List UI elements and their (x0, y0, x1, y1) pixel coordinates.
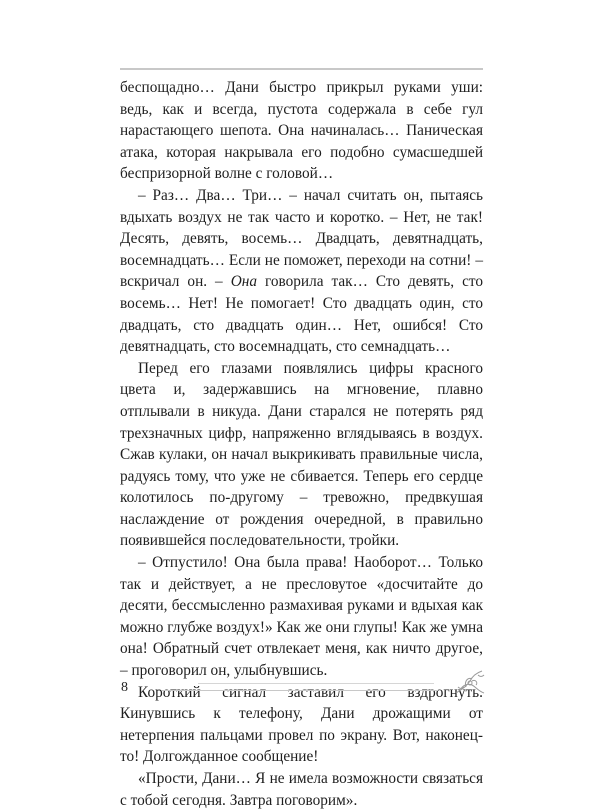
paragraph: Короткий сигнал заставил его вздрогнуть. Кинувшись к телефону, Дани дрожащими от нетерпения пальцами провел по экрану. Вот, наконец-то! Долгожданное сообщение! (120, 683, 483, 766)
emphasis: Она (230, 273, 257, 291)
paragraph: Перед его глазами появлялись цифры красного цвета и, задержавшись на мгновение, плавно отплывали в никуда. Дани старался не потерять ряд трехзначных цифр, напряженно вглядываясь в воздух. Сжав кулаки, он начал выкрикивать правильные числа, радуясь тому, что уже не сбивается. Теперь его сердце колотилось по-другому – тревожно, предвкушая наслаждение от рождения очередной, в правильно появившейся последовательности, тройки. (120, 359, 483, 550)
body-text (120, 77, 483, 811)
paragraph: – Раз… Два… Три… – начал считать он, пытаясь вдыхать воздух не так часто и коротко. – Нет, не так! Десять, девять, восемь… Двадцать, девятнадцать, восемнадцать… Если не поможет, переходи на сотни! – вскричал он. – Она говорила так… Сто девять, сто восемь… Нет! Не помогает! Сто двадцать один, сто двадцать, сто двадцать один… Нет, ошибся! Сто девятнадцать, сто восемнадцать, сто семнадцать… (120, 186, 483, 356)
footer-rule-upper (198, 683, 434, 684)
floral-ornament-icon (452, 667, 488, 697)
footer-rule (162, 690, 438, 691)
paragraph: «Прости, Дани… Я не имела возможности связаться с тобой сегодня. Завтра поговорим». (120, 770, 483, 809)
paragraph: беспощадно… Дани быстро прикрыл руками уши: ведь, как и всегда, пустота содержала в себе гул нарастающего шепота. Она начиналась… Паническая атака, которая накрывала его подобно сумасшедшей беспризорной волне с головой… (120, 79, 483, 183)
paragraph: – Отпустило! Она была права! Наоборот… Только так и действует, а не пресловутое «досчитайте до десяти, бессмысленно размахивая руками и вдыхая как можно глубже воздух!» Как же они глупы! Как же умна она! Обратный счет отвлекает меня, как ничто другое, – проговорил он, улыбнувшись. (120, 554, 483, 680)
top-rule (120, 68, 483, 70)
page-number: 8 (121, 680, 128, 695)
